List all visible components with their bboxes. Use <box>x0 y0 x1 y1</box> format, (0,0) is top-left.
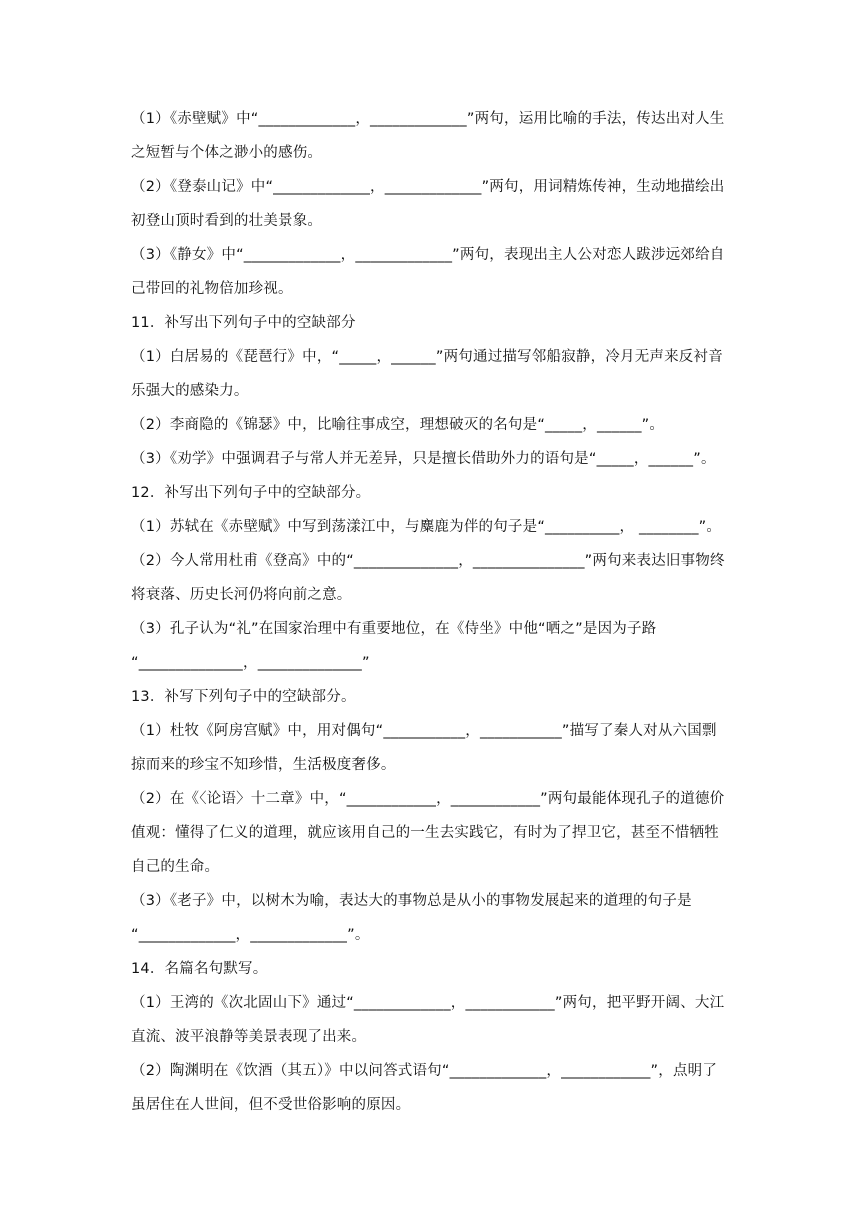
question-text-line: 掠而来的珍宝不知珍惜，生活极度奢侈。 <box>131 757 396 773</box>
question-text-line: （1）苏轼在《赤壁赋》中写到荡漾江中，与麋鹿为伴的句子是“__________， ________”。 <box>131 519 722 535</box>
question-item <box>131 550 731 606</box>
question-text-line: “______________，______________” <box>131 655 370 671</box>
question-text-line: （1）王湾的《次北固山下》通过“_____________，____________”两句，把平野开阔、大江 <box>131 995 725 1011</box>
question-text-line: （3）《劝学》中强调君子与常人并无差异，只是擅长借助外力的语句是“_____，______”。 <box>131 451 716 467</box>
question-heading <box>131 312 731 334</box>
question-item <box>131 448 731 470</box>
question-item <box>131 414 731 436</box>
question-text-line: （2）在《〈论语〉十二章》中，“____________，____________”两句最能体现孔子的道德价 <box>131 791 725 807</box>
question-text-line: “_____________，_____________”。 <box>131 927 370 943</box>
question-heading <box>131 482 731 504</box>
question-text-line: （2）今人常用杜甫《登高》中的“______________，_______________”两句来表达旧事物终 <box>131 553 725 569</box>
question-item <box>131 992 731 1048</box>
question-text-line: 值观：懂得了仁义的道理，就应该用自己的一生去实践它，有时为了捍卫它，甚至不惜牺牲 <box>131 825 719 841</box>
question-text-line: （1）杜牧《阿房宫赋》中，用对偶句“___________，___________”描写了秦人对从六国剽 <box>131 723 717 739</box>
question-item <box>131 176 731 232</box>
question-text-line: 将衰落、历史长河仍将向前之意。 <box>131 587 352 603</box>
question-text-line: 之短暂与个体之渺小的感伤。 <box>131 145 323 161</box>
question-text-line: （1）《赤壁赋》中“_____________，_____________”两句，运用比喻的手法，传达出对人生 <box>131 111 725 127</box>
question-text-line: （3）《老子》中，以树木为喻，表达大的事物总是从小的事物发展起来的道理的句子是 <box>131 893 692 909</box>
question-heading <box>131 686 731 708</box>
question-list <box>131 108 731 1128</box>
question-item <box>131 244 731 300</box>
question-text-line: （2）李商隐的《锦瑟》中，比喻往事成空，理想破灭的名句是“_____，______”。 <box>131 417 665 433</box>
heading-text: 13．补写下列句子中的空缺部分。 <box>131 689 356 705</box>
question-text-line: （2）陶渊明在《饮酒（其五）》中以问答式语句“_____________，____________”，点明了 <box>131 1063 718 1079</box>
question-text-line: 虽居住在人世间，但不受世俗影响的原因。 <box>131 1097 411 1113</box>
question-text-line: （2）《登泰山记》中“_____________，_____________”两句，用词精炼传神，生动地描绘出 <box>131 179 725 195</box>
question-text-line: 乐强大的感染力。 <box>131 383 249 399</box>
question-text-line: （3）孔子认为“礼”在国家治理中有重要地位，在《侍坐》中他“哂之”是因为子路 <box>131 621 657 637</box>
question-text-line: 直流、波平浪静等美景表现了出来。 <box>131 1029 367 1045</box>
question-text-line: 自己的生命。 <box>131 859 220 875</box>
question-item <box>131 788 731 878</box>
question-item <box>131 618 731 674</box>
question-text-line: 初登山顶时看到的壮美景象。 <box>131 213 323 229</box>
question-item <box>131 720 731 776</box>
question-item <box>131 516 731 538</box>
heading-text: 12．补写出下列句子中的空缺部分。 <box>131 485 371 501</box>
question-text-line: （1）白居易的《琵琶行》中，“_____，______”两句通过描写邻船寂静，冷月无声来反衬音 <box>131 349 723 365</box>
question-item <box>131 346 731 402</box>
question-item <box>131 108 731 164</box>
question-heading <box>131 958 731 980</box>
heading-text: 11．补写出下列句子中的空缺部分 <box>131 315 356 331</box>
heading-text: 14．名篇名句默写。 <box>131 961 268 977</box>
question-item <box>131 1060 731 1116</box>
question-text-line: （3）《静女》中“_____________，_____________”两句，表现出主人公对恋人跋涉远郊给自 <box>131 247 725 263</box>
question-item <box>131 890 731 946</box>
question-text-line: 己带回的礼物倍加珍视。 <box>131 281 293 297</box>
